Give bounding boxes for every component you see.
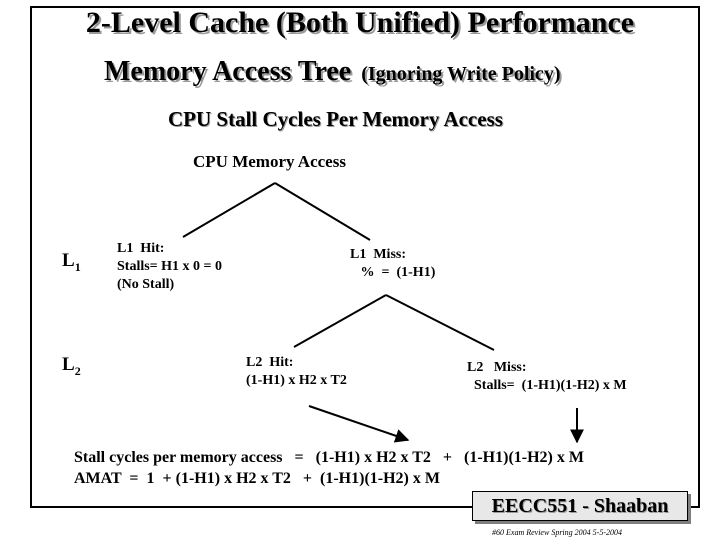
level-l1-subscript: 1 [74, 259, 81, 274]
l2-miss-node: L2 Miss: Stalls= (1-H1)(1-H2) x M [467, 360, 627, 393]
slide-title: 2-Level Cache (Both Unified) Performance [85, 6, 635, 39]
amat-equation: AMAT = 1 + (1-H1) x H2 x T2 + (1-H1)(1-H2) x M [74, 470, 440, 487]
course-badge: EECC551 - Shaaban [472, 491, 688, 521]
tree-root-label: CPU Memory Access [193, 152, 346, 171]
subtitle-main: Memory Access Tree [104, 56, 352, 87]
edge-l1-miss-to-l2-hit [294, 295, 386, 347]
level-l1-letter: L [62, 250, 75, 271]
slide-footer: #60 Exam Review Spring 2004 5-5-2004 [492, 528, 622, 537]
edge-root-to-l1-miss [275, 183, 370, 240]
subtitle-note: (Ignoring Write Policy) [361, 63, 561, 85]
arrow-l2-hit-to-equation [309, 406, 408, 440]
level-l2-letter: L [62, 354, 75, 375]
stall-cycles-equation: Stall cycles per memory access = (1-H1) x H2 x T2 + (1-H1)(1-H2) x M [74, 449, 584, 466]
l1-miss-node: L1 Miss: % = (1-H1) [350, 247, 436, 280]
edge-root-to-l1-hit [183, 183, 275, 237]
section-heading: CPU Stall Cycles Per Memory Access [168, 107, 503, 131]
level-l2-subscript: 2 [74, 363, 81, 378]
edge-l1-miss-to-l2-miss [386, 295, 494, 350]
l2-hit-node: L2 Hit: (1-H1) x H2 x T2 [246, 355, 347, 388]
l1-hit-node: L1 Hit: Stalls= H1 x 0 = 0 (No Stall) [117, 241, 223, 292]
